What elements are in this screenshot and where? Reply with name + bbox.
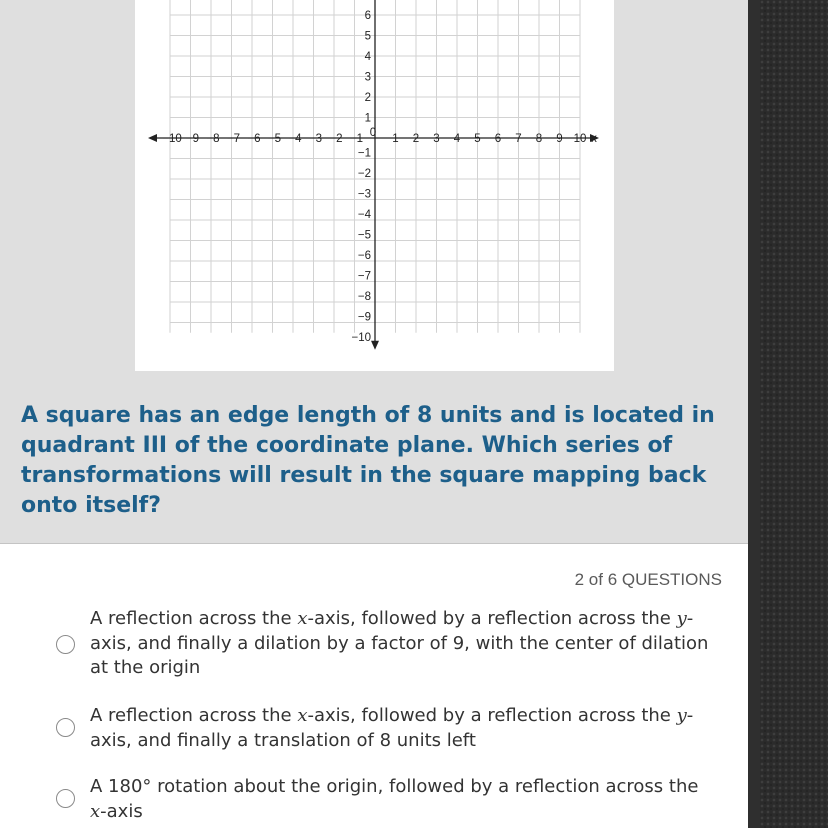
origin-label: 0 <box>369 127 377 139</box>
question-text: A square has an edge length of 8 units and is located in quadrant III of the coordinate plane. Which series of transformations will result in the square mapping back onto itself? <box>21 403 715 518</box>
radio-button[interactable] <box>56 635 75 654</box>
x-tick-label: 10 <box>573 133 587 145</box>
x-tick-label: 1 <box>392 133 399 145</box>
x-tick-label: 4 <box>453 133 461 145</box>
sidebar-texture <box>760 0 828 828</box>
coordinate-graph <box>135 0 614 371</box>
x-tick-label: −5 <box>267 133 282 145</box>
answer-option-text: A reflection across the x-axis, followed by a reflection across the y-axis, and finally a translation of 8 units left <box>90 705 694 751</box>
x-tick-label: 6 <box>494 133 502 145</box>
y-axis-down-arrow <box>371 341 379 350</box>
x-tick-label: −9 <box>185 133 200 145</box>
y-tick-label: −6 <box>357 250 371 262</box>
y-tick-label: −10 <box>351 332 371 344</box>
y-tick-label: 4 <box>364 51 371 63</box>
x-tick-label: 5 <box>474 133 481 145</box>
x-axis-name: x <box>591 133 597 145</box>
y-tick-label: −7 <box>357 270 371 283</box>
x-tick-label: 8 <box>535 133 543 145</box>
y-tick-label: 6 <box>364 10 371 22</box>
x-axis-left-arrow <box>148 134 157 142</box>
x-tick-label: 9 <box>556 133 563 145</box>
answer-option-1[interactable] <box>55 607 715 683</box>
radio-button[interactable] <box>56 789 75 808</box>
sidebar <box>748 0 828 828</box>
x-tick-label: −1 <box>349 133 364 145</box>
x-tick-label: 2 <box>412 133 420 145</box>
y-tick-label: −3 <box>357 188 371 201</box>
y-tick-label: −8 <box>357 291 371 303</box>
x-tick-label: −10 <box>162 133 182 145</box>
x-tick-label: 7 <box>515 133 522 145</box>
question-progress: 2 of 6 QUESTIONS <box>574 570 722 589</box>
x-tick-label: 3 <box>433 133 440 145</box>
answer-option-text: A reflection across the x-axis, followed by a reflection across the y-axis, and finally a dilation by a factor of 9, with the center of dilation at the origin <box>90 608 709 678</box>
y-tick-label: −4 <box>357 209 371 221</box>
y-tick-label: −1 <box>357 147 371 160</box>
coordinate-plane <box>135 0 614 371</box>
x-tick-label: −4 <box>288 133 302 145</box>
answer-option-3[interactable] <box>55 775 715 827</box>
y-tick-label: 2 <box>364 92 371 104</box>
y-tick-label: −5 <box>357 229 371 242</box>
x-tick-label: −2 <box>329 133 343 145</box>
y-tick-label: −2 <box>357 168 371 180</box>
radio-button[interactable] <box>56 718 75 737</box>
x-tick-label: −6 <box>247 133 261 145</box>
y-tick-label: 5 <box>364 30 371 43</box>
x-tick-label: −3 <box>308 133 323 145</box>
x-tick-label: −8 <box>206 133 220 145</box>
x-tick-label: −7 <box>226 133 241 145</box>
answer-option-text: A 180° rotation about the origin, followed by a reflection across the x-axis <box>90 776 699 822</box>
y-tick-label: 1 <box>364 112 371 125</box>
answer-option-2[interactable] <box>55 704 715 756</box>
y-tick-label: −9 <box>357 311 371 324</box>
y-tick-label: 3 <box>364 71 371 84</box>
